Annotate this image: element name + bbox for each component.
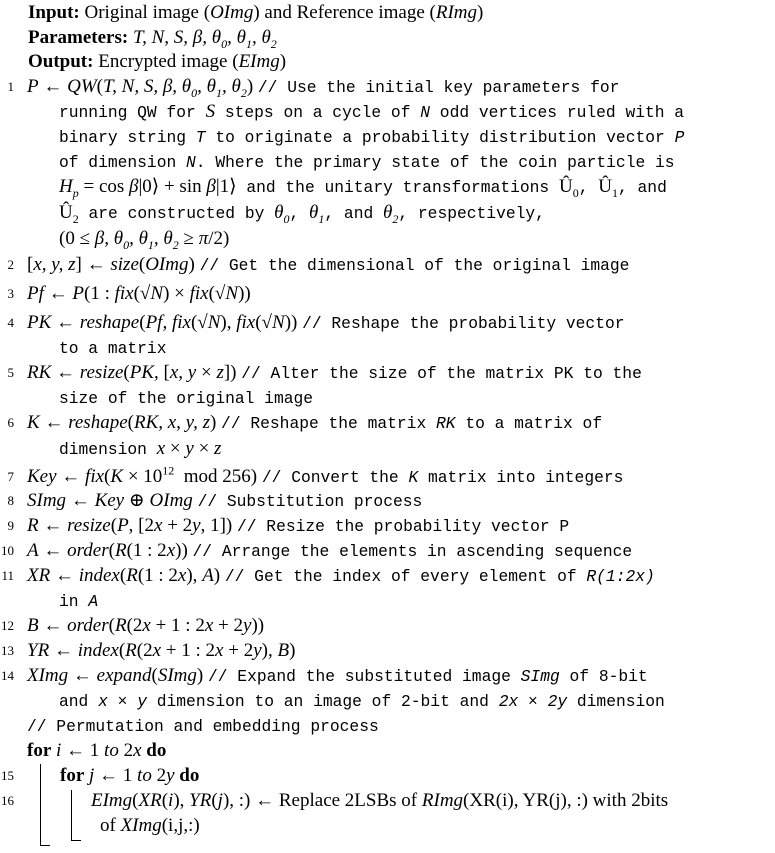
line-number: 5 bbox=[7, 365, 14, 380]
comment: // Reshape the probability vector bbox=[302, 314, 625, 333]
line-number: 16 bbox=[1, 793, 14, 808]
comment: // Arrange the elements in ascending sequence bbox=[192, 542, 633, 561]
parameters-line bbox=[28, 25, 277, 50]
comment: // Alter the size of the matrix PK to the bbox=[241, 364, 642, 383]
for-i-block-line bbox=[40, 764, 41, 846]
line-number: 10 bbox=[1, 543, 14, 558]
comment: // Get the index of every element of bbox=[224, 567, 587, 586]
line-number: 1 bbox=[7, 79, 14, 94]
input-text: Original image (OImg) and Reference image (RImg) bbox=[84, 2, 484, 23]
line-number: 4 bbox=[7, 315, 14, 330]
line-number: 6 bbox=[7, 415, 14, 430]
comment: // Get the dimensional of the original image bbox=[199, 256, 630, 275]
comment: // Substitution process bbox=[197, 492, 423, 511]
comment: // Reshape the matrix bbox=[221, 414, 436, 433]
line-number: 14 bbox=[1, 668, 14, 683]
line-number: 3 bbox=[7, 286, 14, 301]
comment: // Resize the probability vector P bbox=[237, 517, 570, 536]
parameters-text: T, N, S, β, $\theta_0$, $\theta_1$, $\theta_2$ bbox=[132, 27, 277, 51]
comment: // Use the initial key parameters for bbox=[257, 78, 620, 97]
for-j-block-end bbox=[71, 840, 81, 841]
line-number: 2 bbox=[7, 257, 14, 272]
line-number: 15 bbox=[1, 768, 14, 783]
line-number: 8 bbox=[7, 493, 14, 508]
output-line bbox=[28, 49, 286, 74]
algorithm-block: Input: Original image (OImg) and Reference image (RImg) Parameters: T, N, S, β, $\theta_0$, $\theta_1$, $\theta_2$ Output: Encrypted image (EImg) 1 P ← QW(T, N, S, β, $\theta_0$, $\theta_1$, $\theta_2$) // Use the initial key parameters for running QW for S steps on a cycle of N odd vertices ruled with a binary string T to originate a probability distribution vector P of dimension N. Where the primary state of the coin particle is $H_p = \cos$ β|0⟩ + sin β|1⟩ and the unitary transformations $Û_0$, $Û_1$, and $Û_2$ are constructed by $\theta_0$, $\theta_1$, and $\theta_2$, respectively, (0 ≤ β, $\theta_0$, $\theta_1$, $\theta_2 \ge \pi/2$) 2 [x, y, z] ← size(OImg) // Get the dimensional of the original image 3 Pf ← P(1 : fix(√N) × fix(√N)) 4 PK ← reshape(Pf, fix(√N), fix(√N)) // Reshape the probability vector to a matrix 5 RK ← resize(PK, [x, y × z]) // Alter the size of the matrix PK to the size of the original image 6 K ← reshape(RK, x, y, z) // Reshape the matrix RK to a matrix of dimension x × y × z 7 Key ← $fix(K \times 10^{12}$ mod 256) // Convert the K matrix into integers 8 SImg ← Key ⊕ OImg // Substitution process 9 R ← resize(P, [2x + 2y, 1]) // Resize the probability vector P 10 A ← order(R(1 : 2x)) // Arrange the elements in ascending sequence 11 XR ← index(R(1 : 2x), A) // Get the index of every element of R(1:2x) in A 12 B ← order(R(2x + 1 : 2x + 2y)) 13 YR ← index(R(2x + 1 : 2x + 2y), B) 14 XImg ← expand(SImg) // Expand the substituted image SImg of 8-bit and x × y dimension to an image of 2-bit and 2x × 2y dimension // Permutation and embedding process for i ← 1 to 2x do 15 for j ← 1 to 2y do 16 EImg(XR(i), YR(j), :) ← Replace 2LSBs of RImg(XR(i), YR(j), :) with 2bits of XImg(i,j,:) bbox=[0, 0, 775, 853]
output-text: Encrypted image (EImg) bbox=[98, 51, 287, 72]
for-j-block-line-2 bbox=[71, 793, 72, 841]
comment: // Expand the substituted image bbox=[208, 667, 521, 686]
line-number: 13 bbox=[1, 643, 14, 658]
parameters-label: Parameters: bbox=[28, 27, 129, 48]
line-number: 9 bbox=[7, 518, 14, 533]
output-label: Output: bbox=[28, 51, 94, 72]
input-line bbox=[28, 0, 483, 25]
statement: P ← QW(T, N, S, β, $\theta_0$, $\theta_1$, $\theta_2$) // Use the initial key parameters for bbox=[27, 76, 620, 100]
line-number: 12 bbox=[1, 618, 14, 633]
input-label: Input: bbox=[28, 2, 80, 23]
for-i-block-end bbox=[40, 845, 50, 846]
comment: // Convert the bbox=[261, 468, 409, 487]
line-number: 11 bbox=[1, 568, 14, 583]
line-number: 7 bbox=[7, 469, 14, 484]
